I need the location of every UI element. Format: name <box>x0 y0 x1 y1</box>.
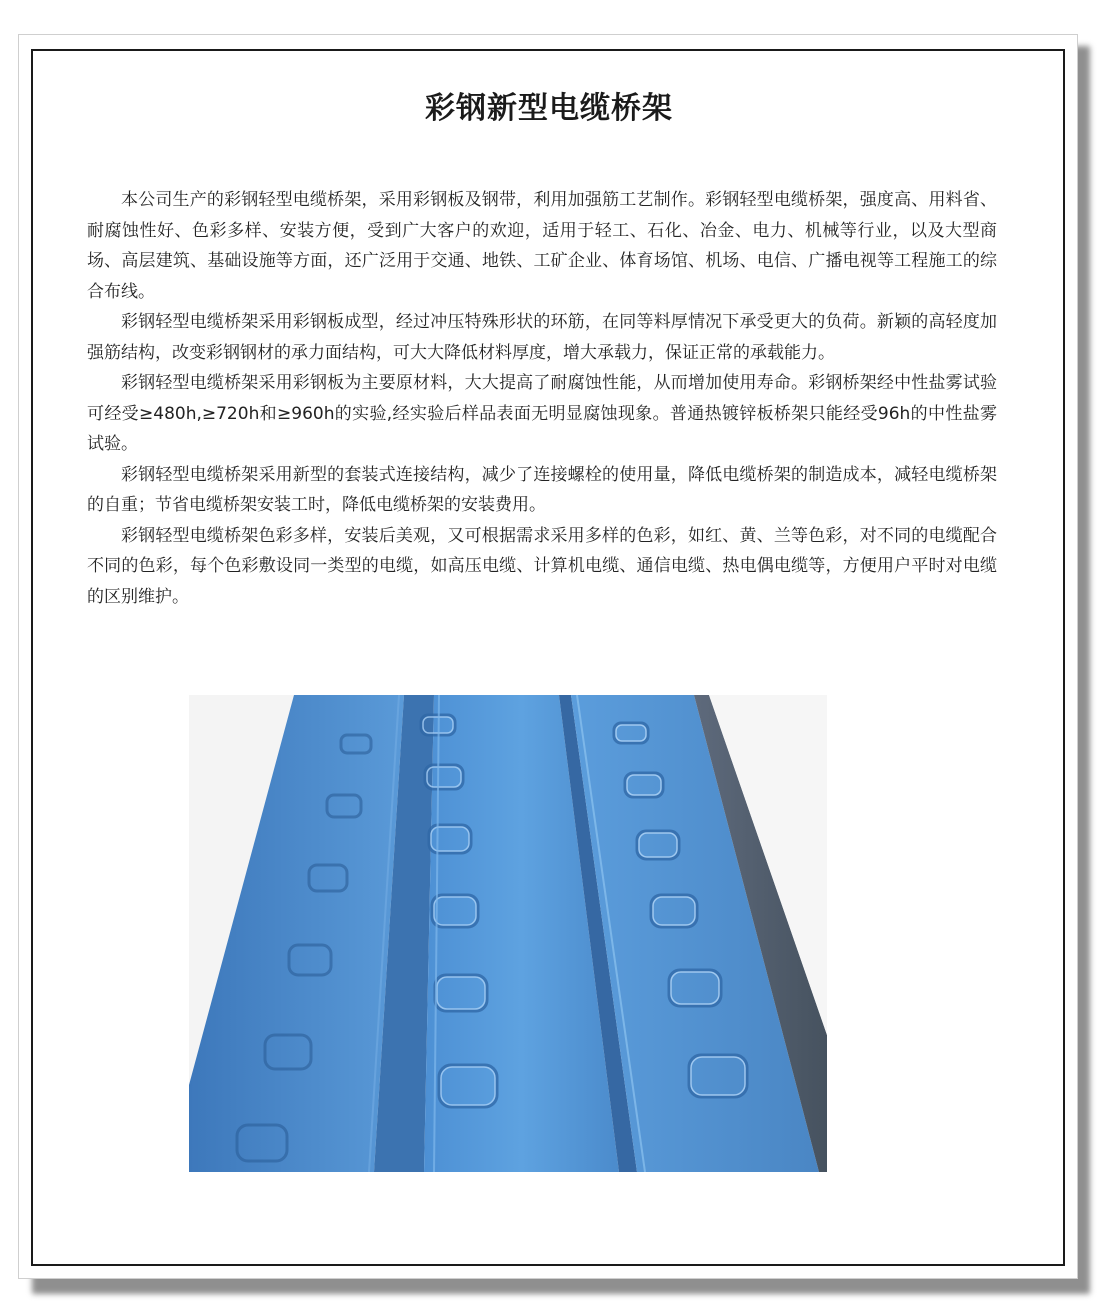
cable-tray-illustration <box>189 695 827 1172</box>
article-body <box>87 185 997 612</box>
page-title: 彩钢新型电缆桥架 <box>425 91 673 126</box>
cable-tray-photo <box>189 695 827 1172</box>
paragraph: 彩钢轻型电缆桥架采用彩钢板为主要原材料，大大提高了耐腐蚀性能，从而增加使用寿命。彩钢桥架经中性盐雾试验可经受≥480h,≥720h和≥960h的实验,经实验后样品表面无明显腐蚀现象。普通热镀锌板桥架只能经受96h的中性盐雾试验。 <box>87 373 997 454</box>
paragraph: 彩钢轻型电缆桥架采用彩钢板成型，经过冲压特殊形状的环筋，在同等料厚情况下承受更大的负荷。新颖的高轻度加强筋结构，改变彩钢钢材的承力面结构，可大大降低材料厚度，增大承载力，保证正常的承载能力。 <box>87 312 997 363</box>
paragraph: 本公司生产的彩钢轻型电缆桥架，采用彩钢板及钢带，利用加强筋工艺制作。彩钢轻型电缆桥架，强度高、用料省、耐腐蚀性好、色彩多样、安装方便，受到广大客户的欢迎，适用于轻工、石化、冶金、电力、机械等行业，以及大型商场、高层建筑、基础设施等方面，还广泛用于交通、地铁、工矿企业、体育场馆、机场、电信、广播电视等工程施工的综合布线。 <box>87 190 997 302</box>
paragraph: 彩钢轻型电缆桥架采用新型的套装式连接结构，减少了连接螺栓的使用量，降低电缆桥架的制造成本，减轻电缆桥架的自重；节省电缆桥架安装工时，降低电缆桥架的安装费用。 <box>87 464 997 515</box>
content-frame <box>18 34 1078 1279</box>
paragraph: 彩钢轻型电缆桥架色彩多样，安装后美观，又可根据需求采用多样的色彩，如红、黄、兰等色彩，对不同的电缆配合不同的色彩，每个色彩敷设同一类型的电缆，如高压电缆、计算机电缆、通信电缆、热电偶电缆等，方便用户平时对电缆的区别维护。 <box>87 525 997 607</box>
